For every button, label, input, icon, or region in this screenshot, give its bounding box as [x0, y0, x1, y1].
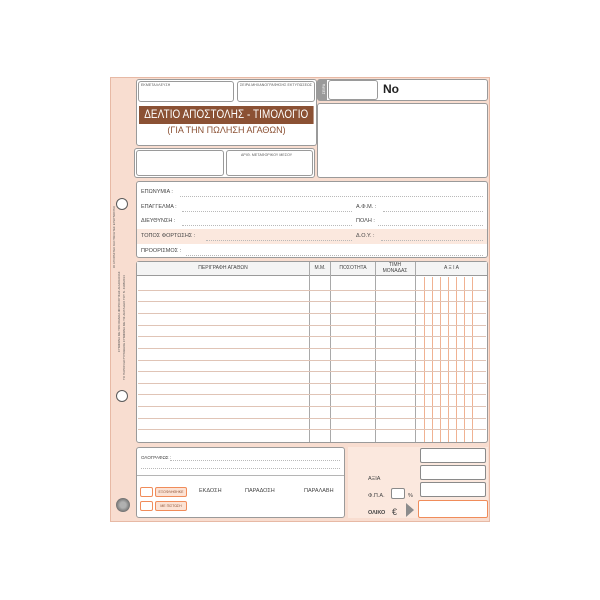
- loading-place-line[interactable]: [206, 240, 352, 241]
- table-row-line: [138, 371, 486, 372]
- col-quantity-header: ΠΟΣΟΤΗΤΑ: [339, 265, 367, 271]
- table-row-line: [138, 394, 486, 395]
- total-label: ΟΛΙΚΟ: [368, 510, 386, 516]
- col-divider-4: [415, 262, 416, 442]
- punch-hole-top: [116, 198, 128, 210]
- on-credit-checkbox[interactable]: [140, 501, 153, 511]
- table-row-line: [138, 290, 486, 291]
- subtotal-field-2[interactable]: [420, 465, 486, 480]
- table-row-line: [138, 336, 486, 337]
- col-unit-header: Μ.Μ.: [314, 265, 326, 271]
- tax-office-line[interactable]: [381, 240, 483, 241]
- vat-label: Α.Φ.Μ. :: [356, 204, 377, 210]
- receipt-label: ΠΑΡΑΛΑΒΗ: [304, 488, 334, 494]
- table-row-line: [138, 429, 486, 430]
- profession-line[interactable]: [182, 211, 352, 212]
- col-divider-1: [309, 262, 310, 442]
- col-divider-2: [330, 262, 331, 442]
- table-row-line: [138, 360, 486, 361]
- words-label: ΟΛΟΓΡΑΦΩΣ :: [141, 455, 172, 460]
- issue-label: ΕΚΔΟΣΗ: [199, 488, 222, 494]
- items-table: [136, 261, 488, 443]
- name-label: ΕΠΩΝΥΜΙΑ :: [141, 189, 173, 195]
- cleared-tag[interactable]: ΕΞΟΦΛΗΘΗΚΕ: [155, 487, 187, 497]
- city-line[interactable]: [378, 225, 483, 226]
- table-row-line: [138, 383, 486, 384]
- value-label: ΑΞΙΑ: [368, 476, 381, 482]
- recipient-box[interactable]: [317, 103, 488, 178]
- total-amount-field[interactable]: [418, 500, 488, 518]
- side-legal-text-mid: ΣΥΜΦΩΝΑ ΜΕ ΤΟΝ ΚΩΔΙΚΑ ΦΟΡΟΛΟΓΙΚΗΣ ΔΙΑΔΙΚΑΣΙΑΣ: [117, 271, 121, 352]
- cleared-checkbox[interactable]: [140, 487, 153, 497]
- table-row-line: [138, 313, 486, 314]
- address-label: ΔΙΕΥΘΥΝΣΗ :: [141, 218, 176, 224]
- words-line-1[interactable]: [170, 460, 340, 461]
- table-row-line: [138, 301, 486, 302]
- table-row-line: [138, 348, 486, 349]
- number-label: ΣΕΙΡΑ ΜΗΧΑΝΟΓΡΑΦΗΣΗΣ ΕΚΤΥΠΩΣΕΩΣ: [240, 83, 313, 87]
- delivery-label: ΠΑΡΑΔΟΣΗ: [245, 488, 275, 494]
- col-divider-3: [375, 262, 376, 442]
- percent-sign: %: [408, 493, 413, 499]
- vehicle-label: ΑΡΙΘ. ΜΕΤΑΦΟΡΙΚΟΥ ΜΕΣΟΥ: [241, 153, 293, 157]
- on-credit-tag[interactable]: ΜΕ ΠΙΣΤΩΣΗ: [155, 501, 187, 511]
- company-label: ΕΚΜΕΤΑΛΛΕΥΣΗ: [141, 83, 171, 87]
- subtotal-field-1[interactable]: [420, 448, 486, 463]
- number-no-label: No: [383, 82, 399, 96]
- vat-rate-label: Φ.Π.Α.: [368, 493, 385, 499]
- publisher-logo-icon: [116, 498, 130, 512]
- series-field[interactable]: [328, 80, 378, 100]
- city-label: ΠΟΛΗ :: [356, 218, 375, 224]
- vat-amount-field[interactable]: [420, 482, 486, 497]
- total-arrow-icon: [406, 503, 414, 517]
- address-line[interactable]: [182, 225, 352, 226]
- table-row-line: [138, 325, 486, 326]
- number-field[interactable]: [237, 81, 315, 102]
- destination-line[interactable]: [186, 255, 483, 256]
- col-unit-price-header: ΤΙΜΗ ΜΟΝΑΔΑΣ: [382, 262, 408, 274]
- table-row-line: [138, 406, 486, 407]
- vat-line[interactable]: [383, 211, 483, 212]
- customer-box: [136, 181, 488, 258]
- loading-place-label: ΤΟΠΟΣ ΦΟΡΤΩΣΗΣ :: [141, 233, 196, 239]
- document-title: ΔΕΛΤΙΟ ΑΠΟΣΤΟΛΗΣ - ΤΙΜΟΛΟΓΙΟ: [139, 106, 314, 124]
- destination-label: ΠΡΟΟΡΙΣΜΟΣ :: [141, 248, 182, 254]
- words-line-2[interactable]: [141, 468, 340, 469]
- profession-label: ΕΠΑΓΓΕΛΜΑ :: [141, 204, 177, 210]
- document-subtitle: (ΓΙΑ ΤΗΝ ΠΩΛΗΣΗ ΑΓΑΘΩΝ): [167, 125, 286, 135]
- tax-office-label: Δ.Ο.Υ. :: [356, 233, 375, 239]
- vehicle-field[interactable]: [226, 150, 313, 176]
- name-line[interactable]: [180, 196, 483, 197]
- side-legal-text-upper: ΟΙ ΑΓΟΡΑΣΤΕΣ ΚΑΙ ΠΩΛΗΤΕΣ ΕΥΘΥΝΟΝΤΑΙ: [112, 206, 116, 268]
- date-field[interactable]: [136, 150, 224, 176]
- punch-hole-bottom: [116, 390, 128, 402]
- series-label: ΣΕΙΡΑ: [322, 83, 327, 95]
- company-field[interactable]: [138, 81, 234, 102]
- vat-rate-field[interactable]: [391, 488, 405, 499]
- table-row-line: [138, 418, 486, 419]
- col-description-header: ΠΕΡΙΓΡΑΦΗ ΑΓΑΘΩΝ: [198, 265, 248, 271]
- col-value-header: Α Ξ Ι Α: [444, 265, 459, 271]
- side-legal-text-lower: ΤΟ ΠΑΡΟΝ ΕΚΤΥΠΩΘΗΚΕ ΣΥΜΦΩΝΑ ΜΕ ΤΙΣ ΔΙΑΤΑΞΕΙΣ ΤΟΥ Ν. 4308/2014: [122, 275, 126, 380]
- currency-symbol: €: [392, 507, 398, 517]
- footer-divider: [137, 475, 344, 476]
- series-tag: [318, 80, 327, 100]
